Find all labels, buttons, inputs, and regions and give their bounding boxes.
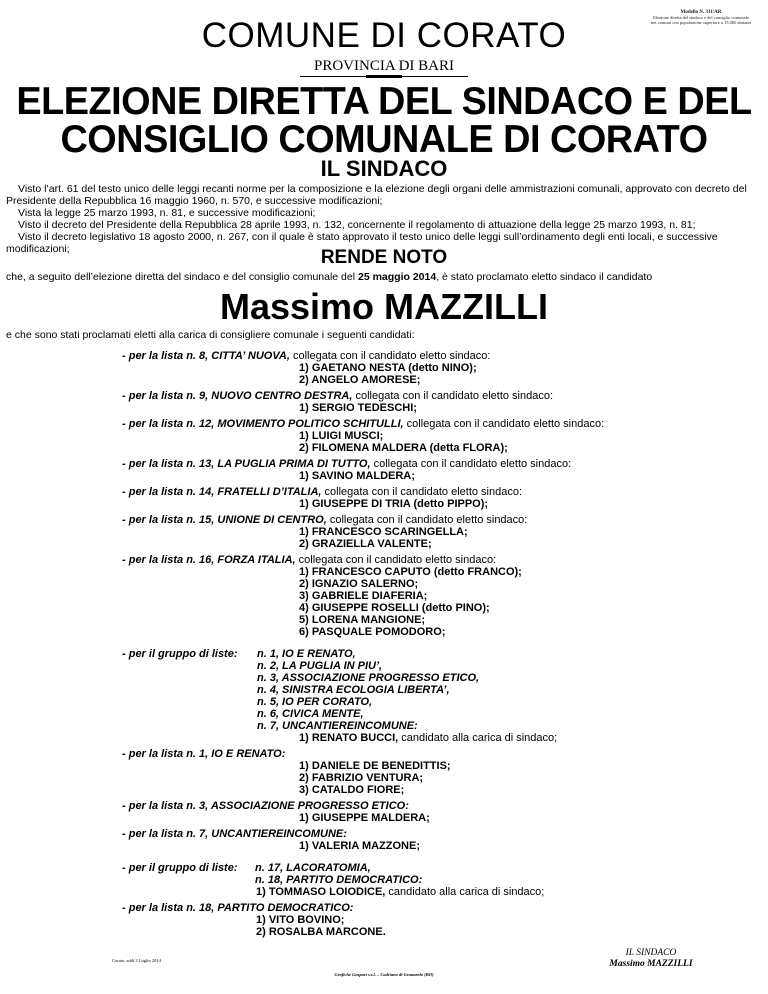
- preamble-line: Visto l’art. 61 del testo unico delle leggi recanti norme per la composizione e la elezione degli organi delle ammistrazioni comunali, approvato con decreto del Presidente della Repubblica 16 maggio 1960, n. 570, e successive modificazioni;: [6, 183, 747, 207]
- model-desc-1: Elezione diretta del sindaco e del consiglio comunale: [653, 15, 749, 20]
- group-list-item: n. 4, SINISTRA ECOLOGIA LIBERTA’,: [257, 684, 450, 696]
- list-block: [122, 828, 762, 852]
- candidate: 1) RENATO BUCCI, candidato alla carica di sindaco;: [299, 732, 558, 744]
- list-name: - per la lista n. 7, UNCANTIEREINCOMUNE:: [122, 828, 347, 840]
- candidate: 3) GABRIELE DIAFERIA;: [299, 590, 428, 602]
- preamble-line: Vista la legge 25 marzo 1993, n. 81, e successive modificazioni;: [18, 207, 316, 219]
- list-name: - per la lista n. 3, ASSOCIAZIONE PROGRESSO ETICO:: [122, 800, 409, 812]
- group-list-item: n. 6, CIVICA MENTE,: [257, 708, 364, 720]
- candidate-note: candidato alla carica di sindaco;: [398, 732, 558, 744]
- group-label: - per il gruppo di liste:: [122, 862, 238, 874]
- list-name: - per la lista n. 12, MOVIMENTO POLITICO SCHITULLI,: [122, 418, 404, 430]
- candidate: 1) VALERIA MAZZONE;: [299, 840, 420, 852]
- list-name: - per la lista n. 18, PARTITO DEMOCRATICO:: [122, 902, 354, 914]
- candidate: 1) FRANCESCO SCARINGELLA;: [299, 526, 468, 538]
- group-block: [122, 862, 762, 898]
- list-link: collegata con il candidato eletto sindaco:: [326, 514, 528, 526]
- proclamation-before: che, a seguito dell’elezione diretta del sindaco e del consiglio comunale del: [6, 271, 358, 283]
- province-title: PROVINCIA DI BARI: [313, 58, 454, 74]
- candidate: 2) ROSALBA MARCONE.: [256, 926, 386, 938]
- group-list-item: n. 2, LA PUGLIA IN PIU’,: [257, 660, 383, 672]
- group-list-item: n. 17, LACORATOMIA,: [255, 862, 371, 874]
- group-list-item: n. 18, PARTITO DEMOCRATICO:: [255, 874, 423, 886]
- list-name: - per la lista n. 1, IO E RENATO:: [122, 748, 286, 760]
- candidate: 1) SAVINO MALDERA;: [299, 470, 415, 482]
- list-block: [122, 800, 762, 824]
- candidate: 1) GIUSEPPE DI TRIA (detto PIPPO);: [299, 498, 489, 510]
- list-block: [122, 486, 762, 510]
- candidate: 4) GIUSEPPE ROSELLI (detto PINO);: [299, 602, 490, 614]
- list-name: - per la lista n. 8, CITTA’ NUOVA,: [122, 350, 290, 362]
- candidate: 2) GRAZIELLA VALENTE;: [299, 538, 432, 550]
- candidate: 2) FILOMENA MALDERA (detta FLORA);: [299, 442, 508, 454]
- candidate: 1) VITO BOVINO;: [256, 914, 345, 926]
- candidate: 6) PASQUALE POMODORO;: [299, 626, 446, 638]
- model-number: Modello N. 311/AR: [680, 10, 722, 15]
- candidate: 2) FABRIZIO VENTURA;: [299, 772, 424, 784]
- list-link: collegata con il candidato eletto sindaco:: [352, 390, 554, 402]
- list-block: [122, 390, 762, 414]
- list-name: - per la lista n. 14, FRATELLI D’ITALIA,: [122, 486, 322, 498]
- signature-block: [596, 948, 706, 970]
- group-block: [122, 648, 762, 744]
- list-name: - per la lista n. 15, UNIONE DI CENTRO,: [122, 514, 327, 526]
- proclamation-text: [6, 271, 652, 283]
- list-link: collegata con il candidato eletto sindaco:: [295, 554, 497, 566]
- group-list-item: n. 1, IO E RENATO,: [257, 648, 356, 660]
- date-place: Corato, addì 3 Luglio 2014: [112, 958, 161, 963]
- list-name: - per la lista n. 9, NUOVO CENTRO DESTRA,: [122, 390, 353, 402]
- list-link: collegata con il candidato eletto sindaco:: [403, 418, 605, 430]
- preamble: [6, 183, 764, 255]
- councillors-intro: e che sono stati proclamati eletti alla carica di consigliere comunale i seguenti candidati:: [6, 329, 415, 341]
- il-sindaco-heading: IL SINDACO: [320, 156, 448, 181]
- list-block: [122, 458, 762, 482]
- list-block: [122, 514, 762, 550]
- candidate: 1) GAETANO NESTA (detto NINO);: [299, 362, 477, 374]
- signature-title: IL SINDACO: [625, 948, 677, 958]
- candidate: 1) DANIELE DE BENEDITTIS;: [299, 760, 451, 772]
- list-block: [122, 554, 762, 638]
- group-list-item: n. 5, IO PER CORATO,: [257, 696, 373, 708]
- list-name: - per la lista n. 13, LA PUGLIA PRIMA DI TUTTO,: [122, 458, 371, 470]
- candidate: 3) CATALDO FIORE;: [299, 784, 405, 796]
- header-rule-accent: [366, 75, 402, 78]
- group-label: - per il gruppo di liste:: [122, 648, 238, 660]
- group-list-item: n. 7, UNCANTIEREINCOMUNE:: [257, 720, 418, 732]
- list-link: collegata con il candidato eletto sindaco:: [289, 350, 491, 362]
- list-link: collegata con il candidato eletto sindaco:: [321, 486, 523, 498]
- candidate: 2) IGNAZIO SALERNO;: [299, 578, 419, 590]
- proclamation-after: , è stato proclamato eletto sindaco il candidato: [436, 271, 653, 283]
- candidate: 1) SERGIO TEDESCHI;: [299, 402, 417, 414]
- signature-name: Massimo MAZZILLI: [609, 959, 693, 969]
- mayor-name: Massimo MAZZILLI: [219, 286, 548, 327]
- candidate-note: candidato alla carica di sindaco;: [385, 886, 545, 898]
- candidate: 1) LUIGI MUSCI;: [299, 430, 384, 442]
- list-link: collegata con il candidato eletto sindaco:: [370, 458, 572, 470]
- group-list-item: n. 3, ASSOCIAZIONE PROGRESSO ETICO,: [257, 672, 480, 684]
- election-headline: [12, 80, 757, 161]
- list-name: - per la lista n. 16, FORZA ITALIA,: [122, 554, 296, 566]
- candidate: 5) LORENA MANGIONE;: [299, 614, 426, 626]
- list-block: [122, 748, 762, 796]
- candidate: 1) GIUSEPPE MALDERA;: [299, 812, 430, 824]
- preamble-line: Visto il decreto legislativo 18 agosto 2000, n. 267, con il quale è stato approvato il testo unico delle leggi sull’ordinamento degli enti locali, e successive modificazioni;: [6, 231, 718, 255]
- printer-credit: Grafiche Gaspari s.r.l. – Cadriano di Granarolo (BO): [334, 972, 434, 977]
- candidate: 1) TOMMASO LOIODICE, candidato alla carica di sindaco;: [256, 886, 545, 898]
- candidate: 1) FRANCESCO CAPUTO (detto FRANCO);: [299, 566, 522, 578]
- headline-line-2: CONSIGLIO COMUNALE DI CORATO: [60, 118, 708, 161]
- candidate: 2) ANGELO AMORESE;: [299, 374, 421, 386]
- list-block: [122, 902, 762, 938]
- list-block: [122, 418, 762, 454]
- elected-list: [122, 350, 762, 942]
- headline-line-1: ELEZIONE DIRETTA DEL SINDACO E DEL: [16, 80, 752, 123]
- list-block: [122, 350, 762, 386]
- model-desc-2: nei comuni con popolazione superiore a 15.000 abitanti: [651, 20, 751, 25]
- municipality-title: COMUNE DI CORATO: [201, 16, 567, 55]
- preamble-line: Visto il decreto del Presidente della Repubblica 28 aprile 1993, n. 132, concernente il regolamento di attuazione della legge 25 marzo 1993, n. 81;: [18, 219, 696, 231]
- election-date: 25 maggio 2014: [357, 271, 437, 283]
- rende-noto-heading: RENDE NOTO: [320, 247, 448, 268]
